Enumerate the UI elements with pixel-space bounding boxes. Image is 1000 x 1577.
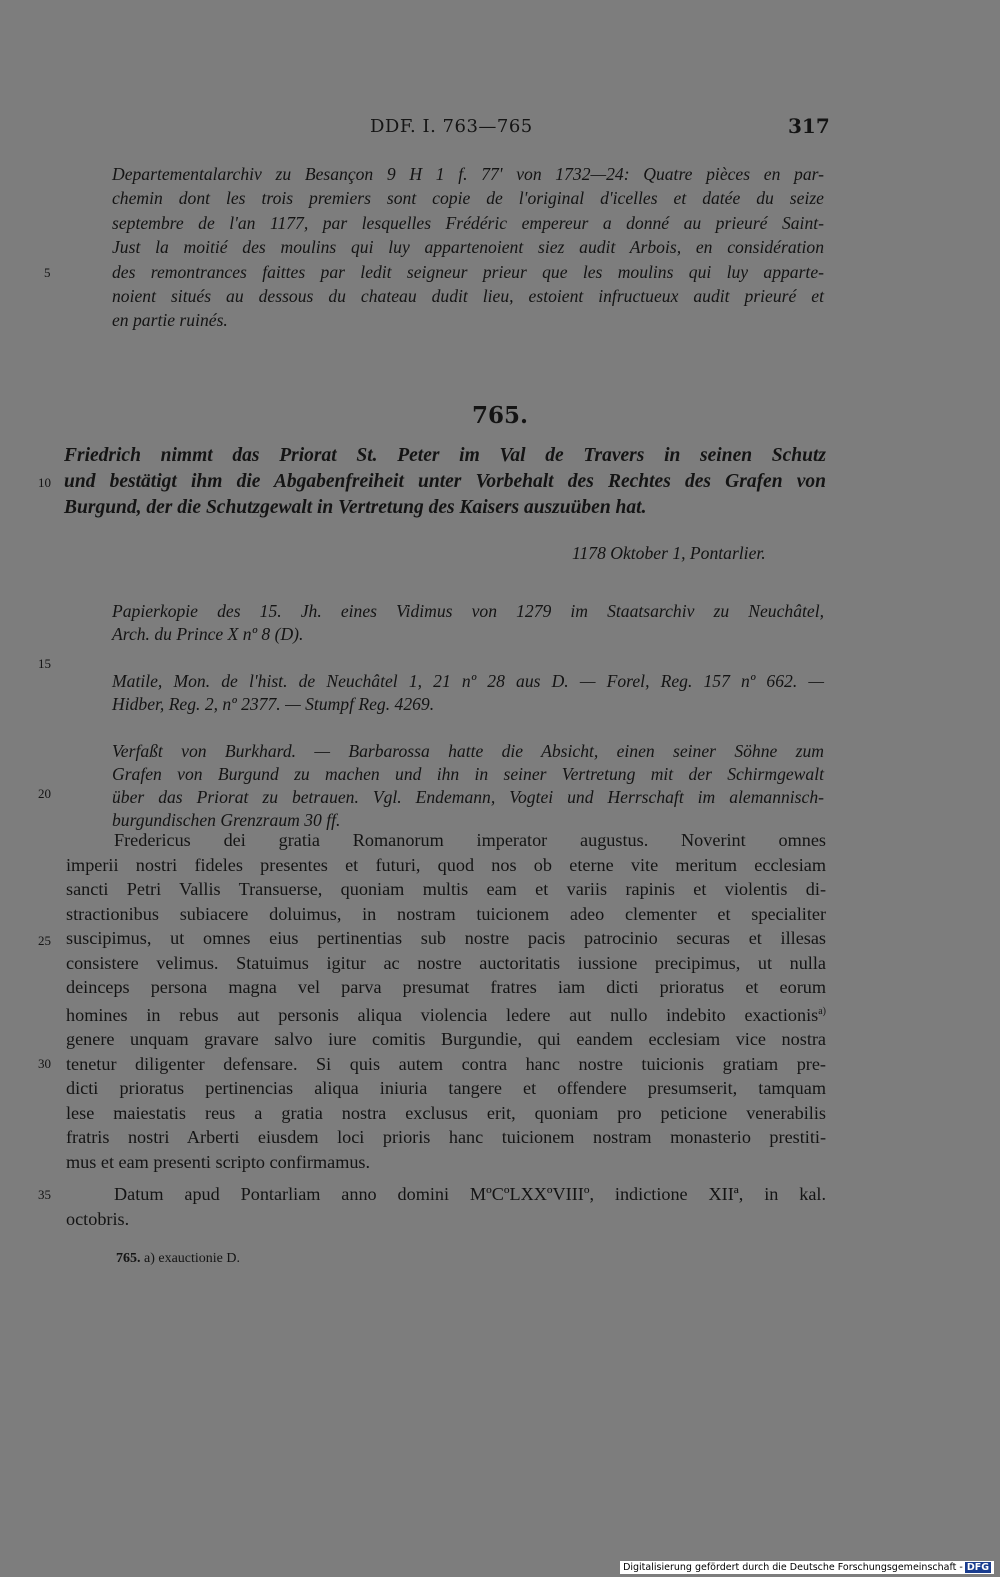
text-line: und bestätigt ihm die Abgabenfreiheit unter Vorbehalt des Rechtes des Grafen von xyxy=(64,471,826,492)
line-number: 30 xyxy=(38,1056,51,1071)
text-line: Departementalarchiv zu Besançon 9 H 1 f. 77' von 1732—24: Quatre pièces en par- xyxy=(112,164,824,184)
footnote-mark: a) xyxy=(818,1005,826,1017)
footnote xyxy=(116,1251,240,1267)
text-line: Arch. du Prince X nº 8 (D). xyxy=(112,624,304,644)
text-line: Burgund, der die Schutzgewalt in Vertretung des Kaisers auszuüben hat. xyxy=(64,497,647,518)
text-line: imperii nostri fideles presentes et futuri, quod nos ob eterne vite meritum ecclesiam xyxy=(66,854,826,875)
text-line: Just la moitié des moulins qui luy appartenoient siez audit Arbois, en considération xyxy=(112,237,824,258)
funding-credit xyxy=(620,1561,994,1574)
archive-note xyxy=(112,162,824,333)
line-number: 25 xyxy=(38,933,51,948)
text-line: genere unquam gravare salvo iure comitis Burgundie, qui eandem ecclesiam vice nostra xyxy=(66,1029,826,1050)
text-line: stractionibus subiacere doluimus, in nostram tuicionem adeo clementer et specialiter xyxy=(66,903,826,924)
text-line: Verfaßt von Burkhard. — Barbarossa hatte die Absicht, einen seiner Söhne zum xyxy=(112,741,824,761)
text-line: des remontrances faittes par ledit seigneur prieur que les moulins qui luy apparte- xyxy=(112,261,824,282)
text-line: deinceps persona magna vel parva presumat fratres iam dicti prioratus et eorum xyxy=(66,977,826,997)
text-line: octobris. xyxy=(66,1208,130,1229)
page-number: 317 xyxy=(788,114,830,138)
text-line: Grafen von Burgund zu machen und ihn in seiner Vertretung mit der Schirmgewalt xyxy=(112,764,824,784)
running-header: DDF. I. 763—765 xyxy=(370,116,533,137)
line-number: 5 xyxy=(44,265,51,280)
credit-text: Digitalisierung gefördert durch die Deutsche Forschungsgemeinschaft - xyxy=(623,1562,963,1573)
text-line: sancti Petri Vallis Transuerse, quoniam multis eam et variis rapinis et violentis di- xyxy=(66,879,826,899)
text-line: dicti prioratus pertinencias aliqua iniuria tangere et offendere presumserit, tamquam xyxy=(66,1078,826,1099)
text-line: Papierkopie des 15. Jh. eines Vidimus von 1279 im Staatsarchiv zu Neuchâtel, xyxy=(112,601,824,621)
line-number: 10 xyxy=(38,475,51,490)
line-number: 20 xyxy=(38,786,51,801)
text-line: septembre de l'an 1177, par lesquelles Frédéric empereur a donné au prieuré Saint- xyxy=(112,212,824,233)
text-line: Friedrich nimmt das Priorat St. Peter im Val de Travers in seinen Schutz xyxy=(64,445,826,466)
text-line: Hidber, Reg. 2, nº 2377. — Stumpf Reg. 4269. xyxy=(112,694,435,714)
text-line: Datum apud Pontarliam anno domini MºCºLXXºVIIIº, indictione XIIª, in kal. xyxy=(114,1184,826,1205)
text-line: über das Priorat zu betrauen. Vgl. Endemann, Vogtei und Herrschaft im alemannisch- xyxy=(112,787,824,807)
dfg-logo: DFG xyxy=(966,1562,989,1573)
text-line: consistere velimus. Statuimus igitur ac nostre auctoritatis iussione precipimus, ut nulla xyxy=(66,952,826,973)
charter-text xyxy=(66,828,826,1231)
text-line: Fredericus dei gratia Romanorum imperator augustus. Noverint omnes xyxy=(114,830,826,850)
text-line: chemin dont les trois premiers sont copie de l'original d'icelles et datée du seize xyxy=(112,188,824,209)
text-line: noient situés au dessous du chateau dudit lieu, estoient infructueux audit prieuré et xyxy=(112,286,824,307)
text-line: en partie ruinés. xyxy=(112,310,228,331)
text-line: lese maiestatis reus a gratia nostra exclusus erit, quoniam pro peticione venerabilis xyxy=(66,1102,826,1123)
text-line: tenetur diligenter defensare. Si quis autem contra hanc nostre tuicionis gratiam pre- xyxy=(66,1053,826,1074)
date-place: 1178 Oktober 1, Pontarlier. xyxy=(572,543,766,563)
text-line: burgundischen Grenzraum 30 ff. xyxy=(112,810,341,830)
line-number: 35 xyxy=(38,1187,51,1202)
text-span: homines in rebus aut personis aliqua violencia ledere aut nullo indebito exactionis xyxy=(66,1004,819,1025)
text-line: Matile, Mon. de l'hist. de Neuchâtel 1, 21 nº 28 aus D. — Forel, Reg. 157 nº 662. — xyxy=(112,671,824,691)
text-line: suscipimus, ut omnes eius pertinentias sub nostre pacis patrocinio securas et illesas xyxy=(66,928,826,948)
line-number: 15 xyxy=(38,656,51,671)
source-notes xyxy=(112,592,824,840)
text-line: mus et eam presenti scripto confirmamus. xyxy=(66,1151,371,1172)
text-line xyxy=(66,1000,826,1028)
text-line: fratris nostri Arberti eiusdem loci prioris hanc tuicionem nostram monasterio prestiti- xyxy=(66,1127,826,1148)
footnote-number: 765. xyxy=(116,1251,141,1266)
footnote-text: a) exauctionie D. xyxy=(144,1251,241,1266)
document-number: 765. xyxy=(471,402,529,429)
regest-summary xyxy=(64,443,826,521)
